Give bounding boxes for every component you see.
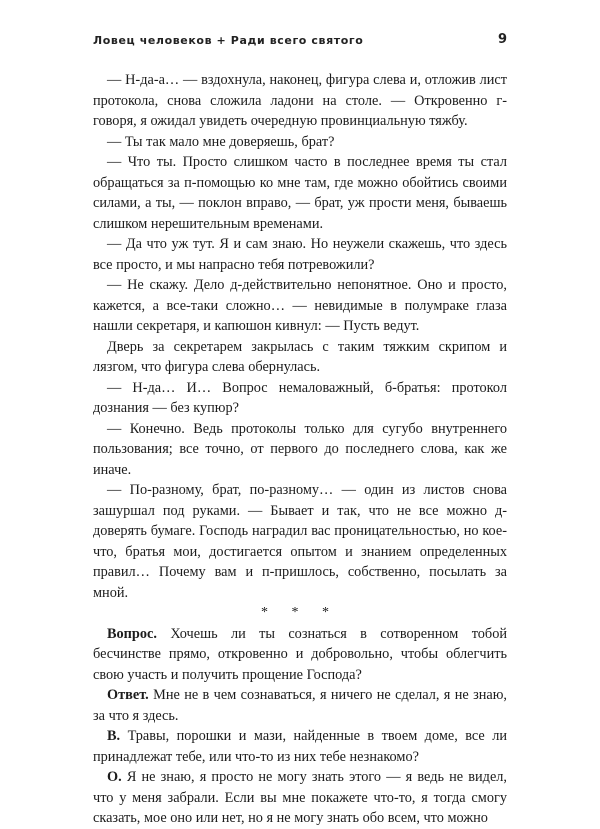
qa-label: О.	[107, 769, 122, 785]
interrogation-entry	[93, 767, 507, 829]
qa-text: Мне не в чем сознаваться, я ничего не сделал, я не знаю, за что я здесь.	[93, 687, 507, 724]
qa-label: В.	[107, 728, 121, 744]
interrogation-entry	[93, 624, 507, 686]
paragraph: — По-разному, брат, по-разному… — один из листов снова зашуршал под руками. — Бывает и так, что не все можно д-доверять бумаге. Господь наградил вас проницательностью, но кое-что, братья мои, достигается опытом и знанием определенных правил… Почему вам и п-пришлось, собственно, посылать за мной.	[93, 482, 507, 601]
paragraph: — Н-да-а… — вздохнула, наконец, фигура слева и, отложив лист протокола, снова сложила ладони на столе. — Откровенно г-говоря, я ожидал увидеть очередную провинциальную тяжбу.	[93, 72, 507, 129]
paragraph: — Ты так мало мне доверяешь, брат?	[107, 133, 335, 150]
running-title: Ловец человеков + Ради всего святого	[93, 34, 364, 47]
qa-label: Вопрос.	[107, 625, 157, 642]
paragraph: — Да что уж тут. Я и сам знаю. Но неужели скажешь, что здесь все просто, и мы напрасно тебя потревожили?	[93, 236, 507, 273]
paragraph: — Не скажу. Дело д-действительно непонятное. Оно и просто, кажется, а все-таки сложно… — невидимые в полумраке глаза нашли секретаря, и капюшон кивнул: — Пусть ведут.	[93, 277, 507, 334]
body-text	[93, 70, 507, 829]
qa-text: Хочешь ли ты сознаться в сотворенном тобой бесчинстве прямо, откровенно и добровольно, чтобы облегчить свою участь и получить прощение Господа?	[93, 625, 507, 683]
paragraph: — Что ты. Просто слишком часто в последнее время ты стал обращаться за п-помощью ко мне там, где можно обойтись своими силами, а ты, — поклон вправо, — брат, уж прости меня, бываешь слишком нерешительным временами.	[93, 154, 507, 232]
paragraph: — Н-да… И… Вопрос немаловажный, б-братья: протокол дознания — без купюр?	[93, 379, 507, 416]
interrogation-entry	[93, 685, 507, 726]
qa-label: Ответ.	[107, 687, 149, 703]
qa-text: Я не знаю, я просто не могу знать этого — я ведь не видел, что у меня забрали. Если вы мне покажете что-то, я тогда смогу сказать, мое оно или нет, но я не могу знать обо всем, что можно	[93, 769, 507, 826]
page-number: 9	[497, 32, 507, 47]
scene-break: * * *	[261, 605, 339, 620]
qa-text: Травы, порошки и мази, найденные в твоем доме, все ли принадлежат тебе, или что-то из них тебе незнакомо?	[93, 728, 507, 765]
paragraph: Дверь за секретарем закрылась с таким тяжким скрипом и лязгом, что фигура слева обернулась.	[93, 338, 507, 375]
paragraph: — Конечно. Ведь протоколы только для сугубо внутреннего пользования; все точно, от первого до последнего слова, как же иначе.	[93, 420, 507, 478]
interrogation-entry	[93, 726, 507, 767]
page-header	[93, 34, 507, 54]
